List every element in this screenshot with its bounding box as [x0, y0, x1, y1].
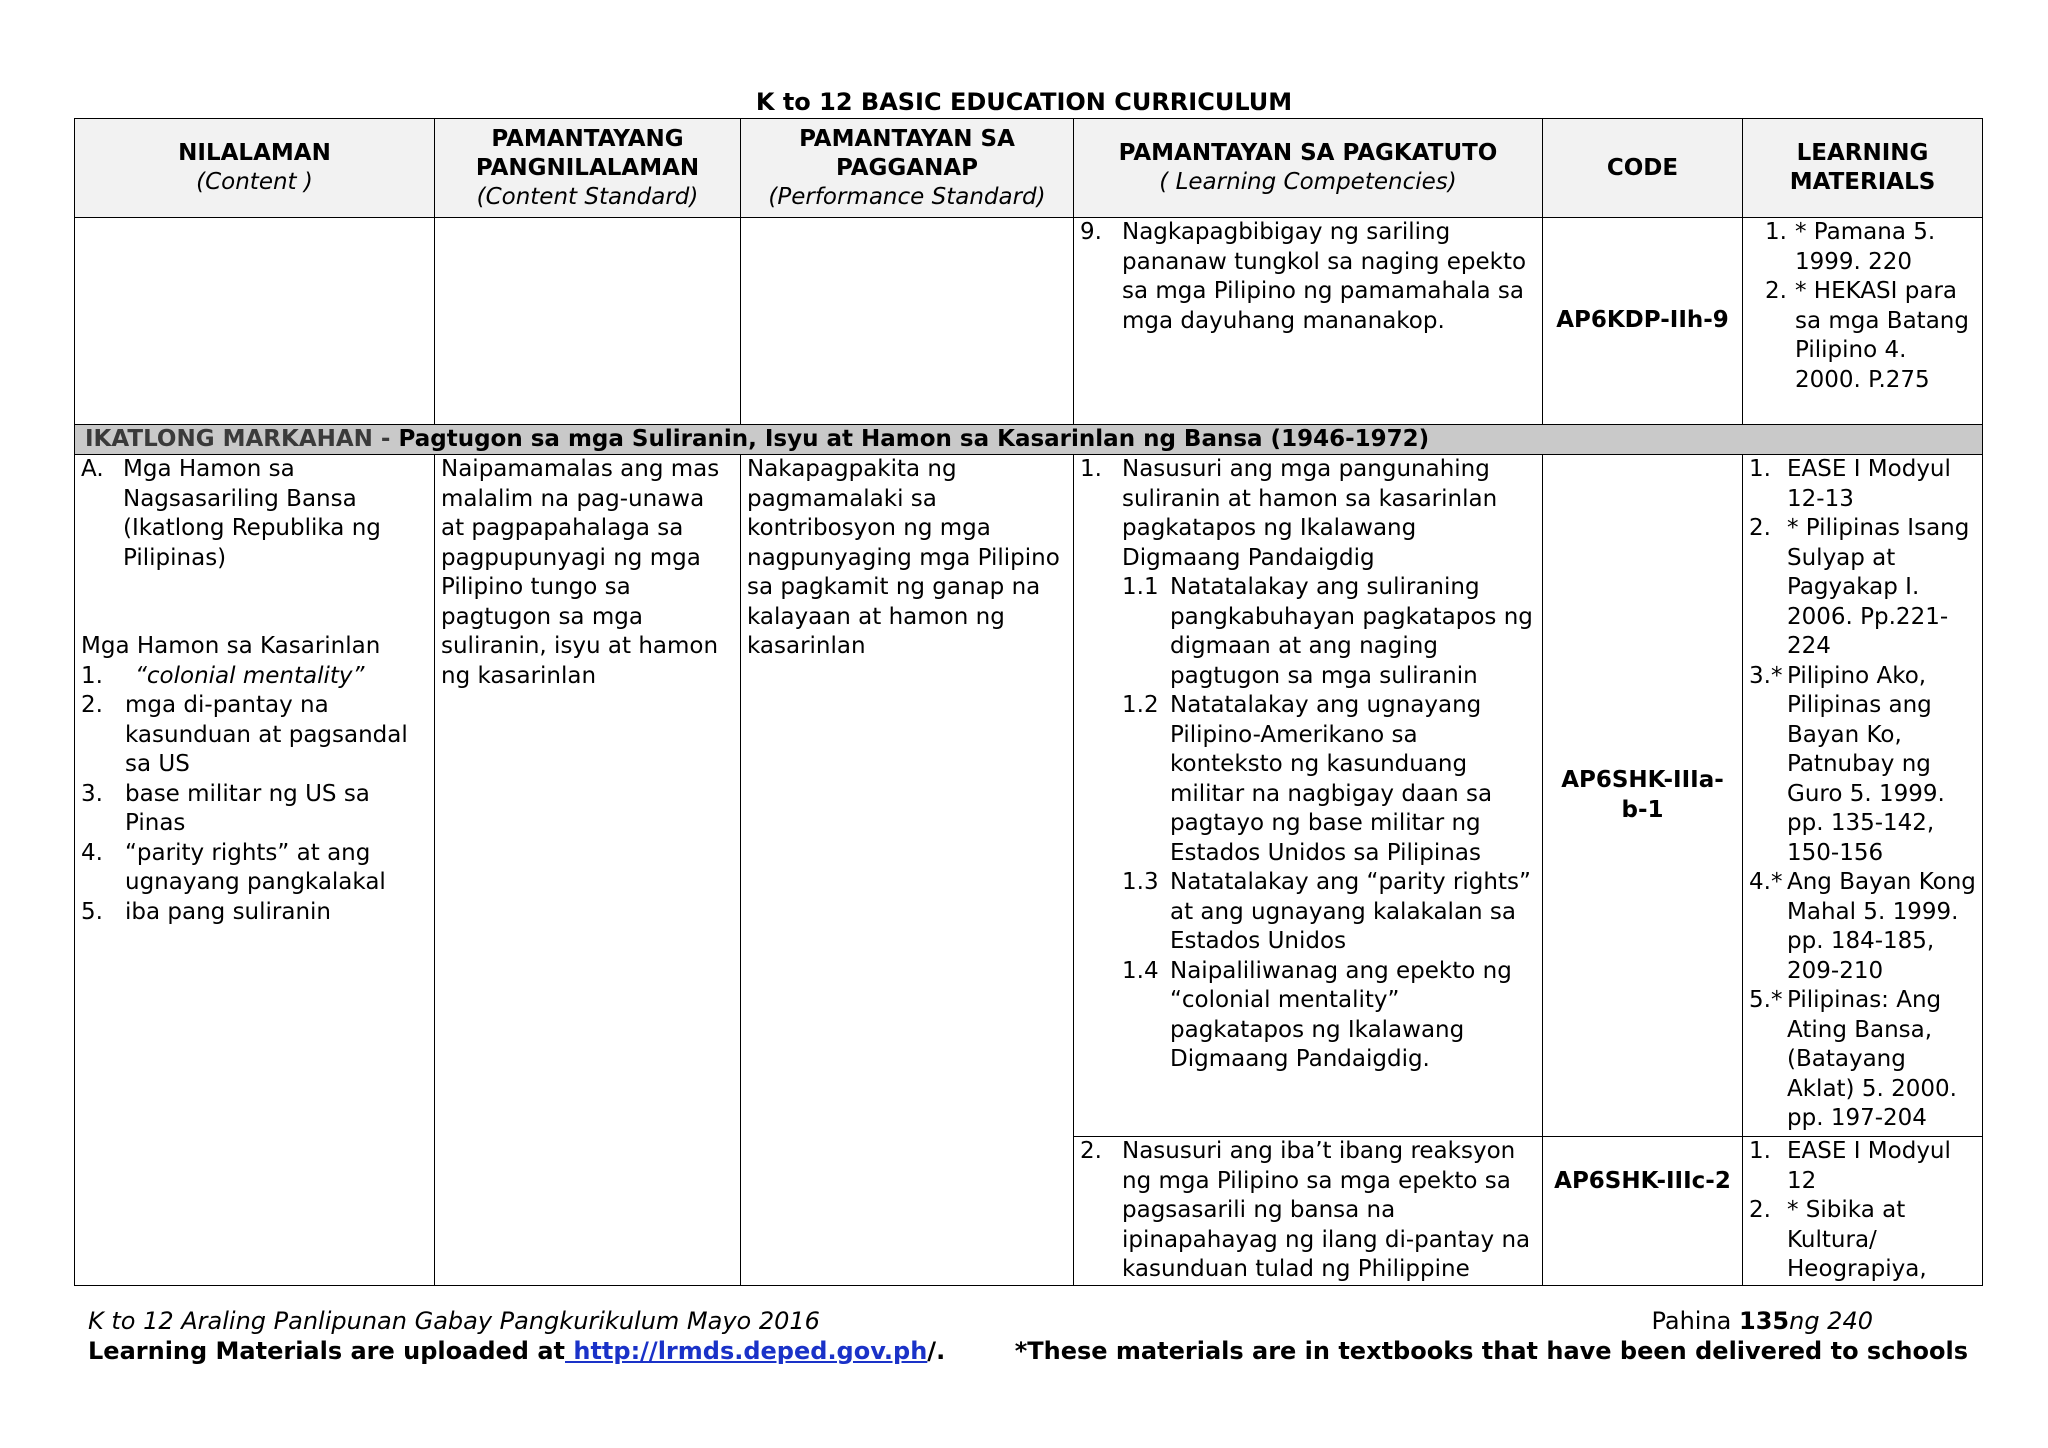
header-code: CODE: [1543, 119, 1743, 218]
list-item: 1.3 Natatalakay ang “parity rights” at ang ugnayang kalakalan sa Estados Unidos: [1122, 869, 1531, 954]
content-cell: [75, 218, 435, 425]
list-item: 2. * Sibika at Kultura/ Heograpiya,: [1749, 1197, 1927, 1282]
code-cell: AP6KDP-IIh-9: [1543, 218, 1743, 425]
header-performance-standard: PAMANTAYAN SA PAGGANAP (Performance Standard): [741, 119, 1074, 218]
competency-cell: 9. Nagkapagbibigay ng sariling pananaw tungkol sa naging epekto sa mga Pilipino ng pamamahala sa mga dayuhang mananakop.: [1074, 218, 1543, 425]
list-item: 1.2 Natatalakay ang ugnayang Pilipino-Amerikano sa konteksto ng kasunduang militar na nagbigay daan sa pagtayo ng base militar ng Estados Unidos sa Pilipinas: [1122, 692, 1493, 866]
list-item: 1. “colonial mentality”: [81, 662, 365, 689]
quarter-label: IKATLONG MARKAHAN -: [85, 426, 391, 452]
footer-guide-title: K to 12 Araling Panlipunan Gabay Pangkurikulum Mayo 2016: [88, 1307, 820, 1335]
content-cell: [75, 455, 435, 1286]
materials-cell: [1743, 455, 1983, 1137]
page-number: Pahina 135ng 240: [1651, 1307, 1873, 1335]
list-item: 5.* Pilipinas: Ang Ating Bansa, (Batayang Aklat) 5. 2000. pp. 197-204: [1749, 987, 1957, 1131]
header-learning-materials: LEARNING MATERIALS: [1743, 119, 1983, 218]
list-item: 1. EASE I Modyul 12: [1749, 1138, 1951, 1194]
footer-line-1: [88, 1306, 1968, 1336]
list-item: 3.* Pilipino Ako, Pilipinas ang Bayan Ko, Patnubay ng Guro 5. 1999. pp. 135-142, 150-156: [1749, 662, 1945, 866]
list-item: 4.* Ang Bayan Kong Mahal 5. 1999. pp. 184-185, 209-210: [1749, 869, 1976, 984]
list-item: 1.4 Naipaliliwanag ang epekto ng “colonial mentality” pagkatapos ng Ikalawang Digmaang Pandaigdig.: [1122, 957, 1512, 1072]
code-cell: AP6SHK-IIIa-b-1: [1543, 455, 1743, 1137]
list-item: 5. iba pang suliranin: [81, 898, 332, 925]
document-title: K to 12 BASIC EDUCATION CURRICULUM: [755, 88, 1293, 116]
quarter-topic: Pagtugon sa mga Suliranin, Isyu at Hamon sa Kasarinlan ng Bansa (1946-1972): [390, 426, 1430, 452]
table-row: [75, 455, 1983, 1137]
curriculum-table: [74, 118, 1983, 1286]
materials-cell: [1743, 218, 1983, 425]
content-item-a: A. Mga Hamon sa Nagsasariling Bansa (Ikatlong Republika ng Pilipinas): [81, 456, 381, 571]
list-item: 1. * Pamana 5. 1999. 220: [1765, 219, 1936, 275]
list-item: 2. * Pilipinas Isang Sulyap at Pagyakap I. 2006. Pp.221-224: [1749, 515, 1970, 659]
footer-materials-note: Learning Materials are uploaded at: [88, 1337, 565, 1365]
performance-standard-cell: Nakapagpakita ng pagmamalaki sa kontribosyon ng mga nagpunyaging mga Pilipino sa pagkamit ng ganap na kalayaan at hamon ng kasarinlan: [741, 455, 1074, 1286]
table-row: [75, 218, 1983, 425]
content-heading: Mga Hamon sa Kasarinlan: [81, 633, 381, 659]
header-row: [75, 119, 1983, 218]
content-standard-cell: [435, 218, 741, 425]
footer-textbook-note: *These materials are in textbooks that have been delivered to schools: [1014, 1337, 1968, 1365]
competency-cell: 2. Nasusuri ang iba’t ibang reaksyon ng mga Pilipino sa mga epekto sa pagsasarili ng bansa na ipinapahayag ng ilang di-pantay na kasunduan tulad ng Philippine: [1074, 1137, 1543, 1286]
footer-line-2: Learning Materials are uploaded at http://lrmds.deped.gov.ph/. *These materials are in textbooks that have been delivered to schools: [88, 1337, 1968, 1365]
lrmds-link[interactable]: http://lrmds.deped.gov.ph: [565, 1337, 928, 1365]
list-item: 1.1 Natatalakay ang suliraning pangkabuhayan pagkatapos ng digmaan at ang naging pagtugon sa mga suliranin: [1122, 574, 1533, 689]
quarter-row: [75, 425, 1983, 455]
list-item: 2. mga di-pantay na kasunduan at pagsandal sa US: [81, 692, 408, 777]
list-item: 3. base militar ng US sa Pinas: [81, 780, 370, 836]
list-item: 4. “parity rights” at ang ugnayang pangkalakal: [81, 839, 386, 895]
competency-cell: 1. Nasusuri ang mga pangunahing suliranin at hamon sa kasarinlan pagkatapos ng Ikalawang Digmaang Pandaigdig 1.1 Natatalakay ang suliraning pangkabuhayan pagkatapos ng digmaan at ang naging pagtugon sa mga suliranin 1.2 Natatalakay ang ugnayang Pilipino-Amerikano sa konteksto ng kasunduang militar na nagbigay daan sa pagtayo ng base militar ng Estados Unidos sa Pilipinas 1.3 Natatalakay ang “parity rights” at ang ugnayang kalakalan sa Estados Unidos 1.4 Naipaliliwanag ang epekto ng “colonial mentality” pagkatapos ng Ikalawang Digmaang Pandaigdig.: [1074, 455, 1543, 1137]
header-content: NILALAMAN (Content ): [75, 119, 435, 218]
performance-standard-cell: [741, 218, 1074, 425]
header-content-standard: PAMANTAYANG PANGNILALAMAN (Content Standard): [435, 119, 741, 218]
content-standard-cell: Naipamamalas ang mas malalim na pag-unawa at pagpapahalaga sa pagpupunyagi ng mga Pilipino tungo sa pagtugon sa mga suliranin, isyu at hamon ng kasarinlan: [435, 455, 741, 1286]
materials-cell: [1743, 1137, 1983, 1286]
header-learning-competencies: PAMANTAYAN SA PAGKATUTO ( Learning Competencies): [1074, 119, 1543, 218]
list-item: 2. * HEKASI para sa mga Batang Pilipino 4. 2000. P.275: [1765, 278, 1969, 393]
code-cell: AP6SHK-IIIc-2: [1543, 1137, 1743, 1286]
list-item: 1. EASE I Modyul 12-13: [1749, 456, 1951, 512]
